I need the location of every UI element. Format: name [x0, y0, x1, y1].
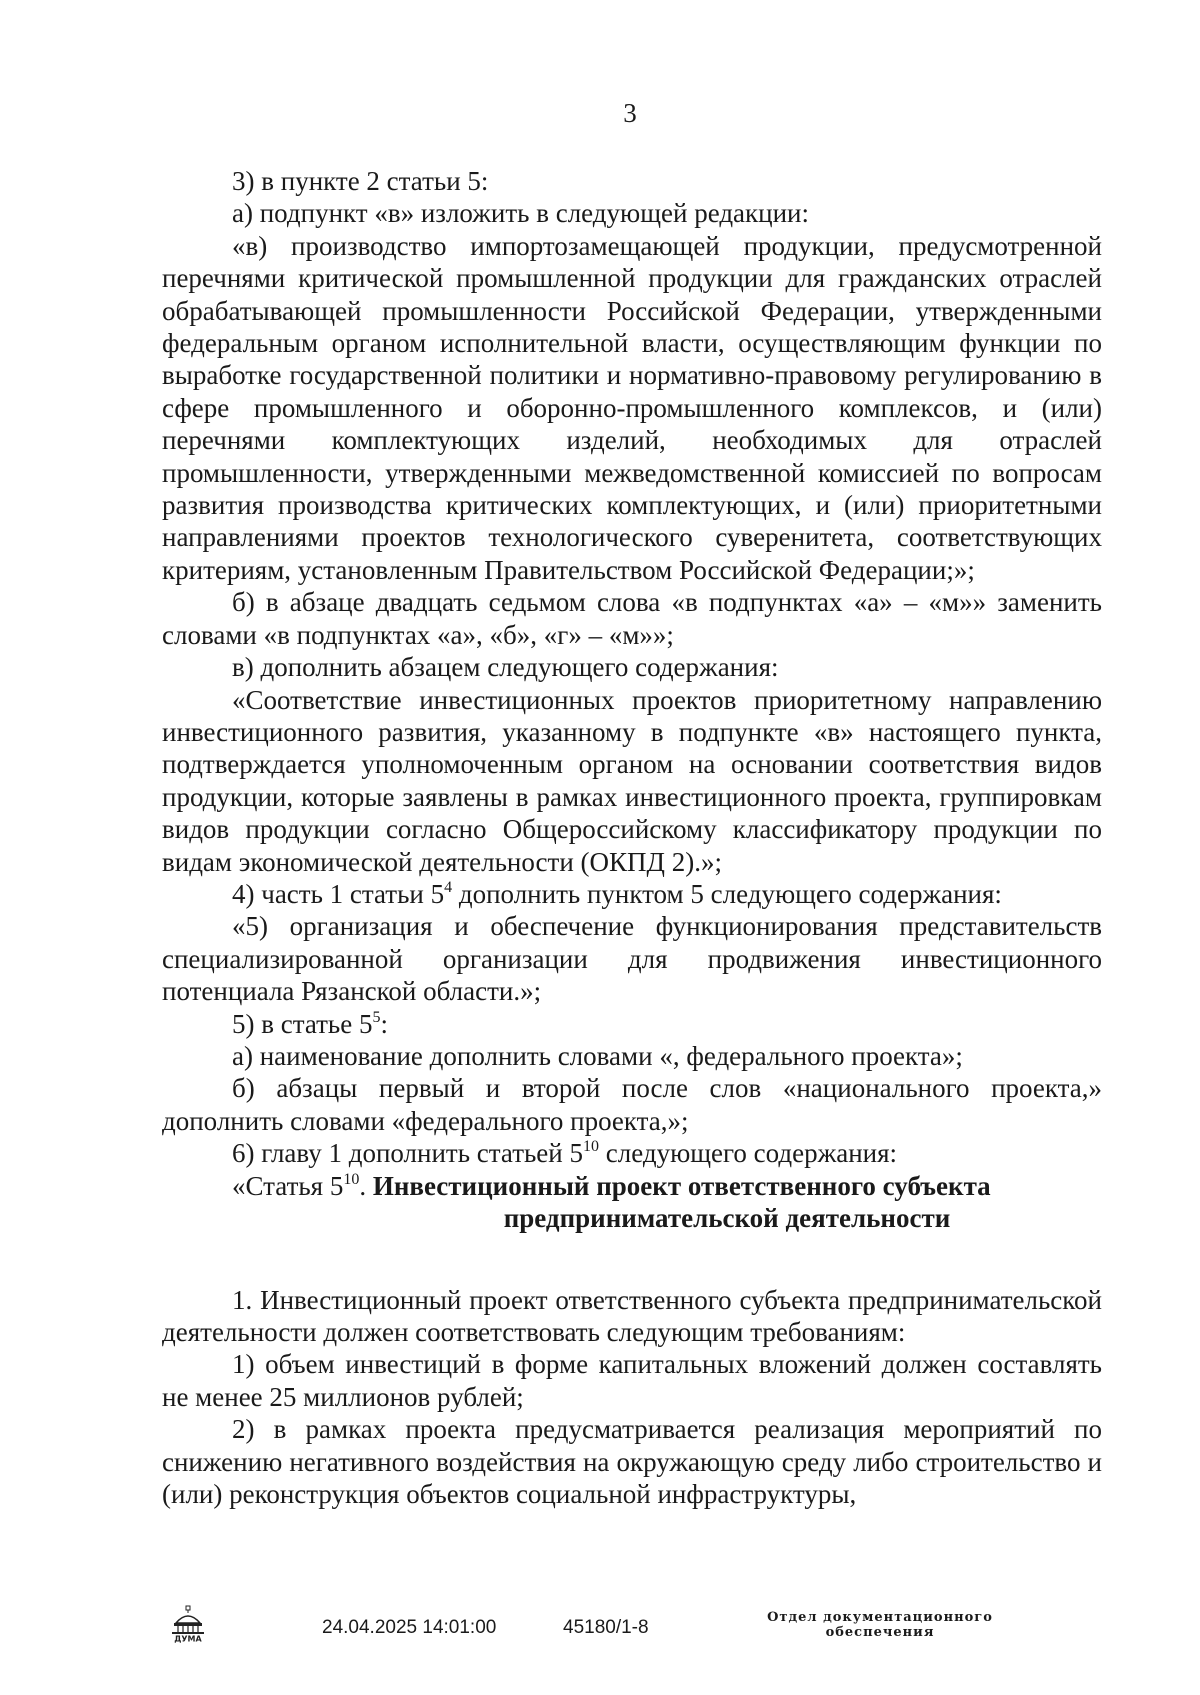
superscript: 5 — [372, 1008, 381, 1026]
paragraph: «Соответствие инвестиционных проектов приоритетному направлению инвестиционного развития, указанному в подпункте «в» настоящего пункта, подтверждается уполномоченным органом на основании соответствия видов продукции, которые заявлены в рамках инвестиционного проекта, группировкам видов продукции согласно Общероссийскому классификатору продукции по видам экономической деятельности (ОКПД 2).»; — [162, 684, 1102, 877]
footer-department-stamp — [735, 1610, 1025, 1640]
text: : — [380, 1008, 388, 1039]
spacer — [162, 1234, 1102, 1284]
superscript: 4 — [444, 878, 453, 896]
paragraph: «в) производство импортозамещающей продукции, предусмотренной перечнями критической промышленной продукции для гражданских отраслей обрабатывающей промышленности Российской Федерации, утвержденными федеральным органом исполнительной власти, осуществляющим функции по выработке государственной политики и нормативно-правовому регулированию в сфере промышленного и оборонно-промышленного комплексов, и (или) перечнями комплектующих изделий, необходимых для отраслей промышленности, утвержденными межведомственной комиссией по вопросам развития производства критических комплектующих, и (или) приоритетными направлениями проектов технологического суверенитета, соответствующих критериям, установленным Правительством Российской Федерации;»; — [162, 230, 1102, 585]
paragraph — [162, 1137, 1102, 1169]
department-line-1: Отдел документационного — [767, 1610, 993, 1625]
paragraph: б) абзацы первый и второй после слов «национального проекта,» дополнить словами «федерального проекта,»; — [162, 1073, 1102, 1136]
superscript: 10 — [343, 1170, 360, 1188]
document-body — [162, 165, 1102, 1510]
department-line-2: обеспечения — [825, 1625, 935, 1640]
text: 4) часть 1 статьи 5 — [232, 878, 445, 909]
duma-logo-icon — [168, 1605, 208, 1643]
footer-datetime: 24.04.2025 14:01:00 — [322, 1617, 497, 1638]
article-title: Инвестиционный проект ответственного субъекта — [372, 1170, 991, 1201]
paragraph — [162, 1008, 1102, 1040]
page-number: 3 — [623, 98, 637, 128]
paragraph: «5) организация и обеспечение функционирования представительств специализированной организации для продвижения инвестиционного потенциала Рязанской области.»; — [162, 911, 1102, 1007]
paragraph: в) дополнить абзацем следующего содержания: — [232, 652, 779, 683]
paragraph: 3) в пункте 2 статьи 5: — [232, 166, 489, 196]
footer-document-number: 45180/1-8 — [563, 1617, 649, 1638]
text: 6) главу 1 дополнить статьей 5 — [232, 1138, 583, 1169]
article-title-line-2: предпринимательской деятельности — [503, 1202, 951, 1233]
text: «Статья 5 — [232, 1170, 344, 1201]
paragraph: а) подпункт «в» изложить в следующей редакции: — [232, 198, 810, 229]
paragraph: а) наименование дополнить словами «, федерального проекта»; — [232, 1040, 963, 1071]
paragraph — [162, 878, 1102, 910]
paragraph: 1. Инвестиционный проект ответственного субъекта предпринимательской деятельности должен соответствовать следующим требованиям: — [162, 1284, 1102, 1347]
paragraph: б) в абзаце двадцать седьмом слова «в подпунктах «а» – «м»» заменить словами «в подпунктах «а», «б», «г» – «м»»; — [162, 587, 1102, 650]
superscript: 10 — [583, 1138, 599, 1156]
article-heading — [162, 1170, 1102, 1202]
logo-text: ДУМА — [174, 1634, 202, 1643]
text: дополнить пунктом 5 следующего содержания: — [452, 878, 1002, 909]
text: . — [359, 1170, 373, 1201]
text: 5) в статье 5 — [232, 1008, 373, 1039]
text: следующего содержания: — [599, 1138, 898, 1169]
paragraph: 1) объем инвестиций в форме капитальных вложений должен составлять не менее 25 миллионов рублей; — [162, 1349, 1102, 1412]
paragraph: 2) в рамках проекта предусматривается реализация мероприятий по снижению негативного воздействия на окружающую среду либо строительство и (или) реконструкция объектов социальной инфраструктуры, — [162, 1414, 1102, 1510]
